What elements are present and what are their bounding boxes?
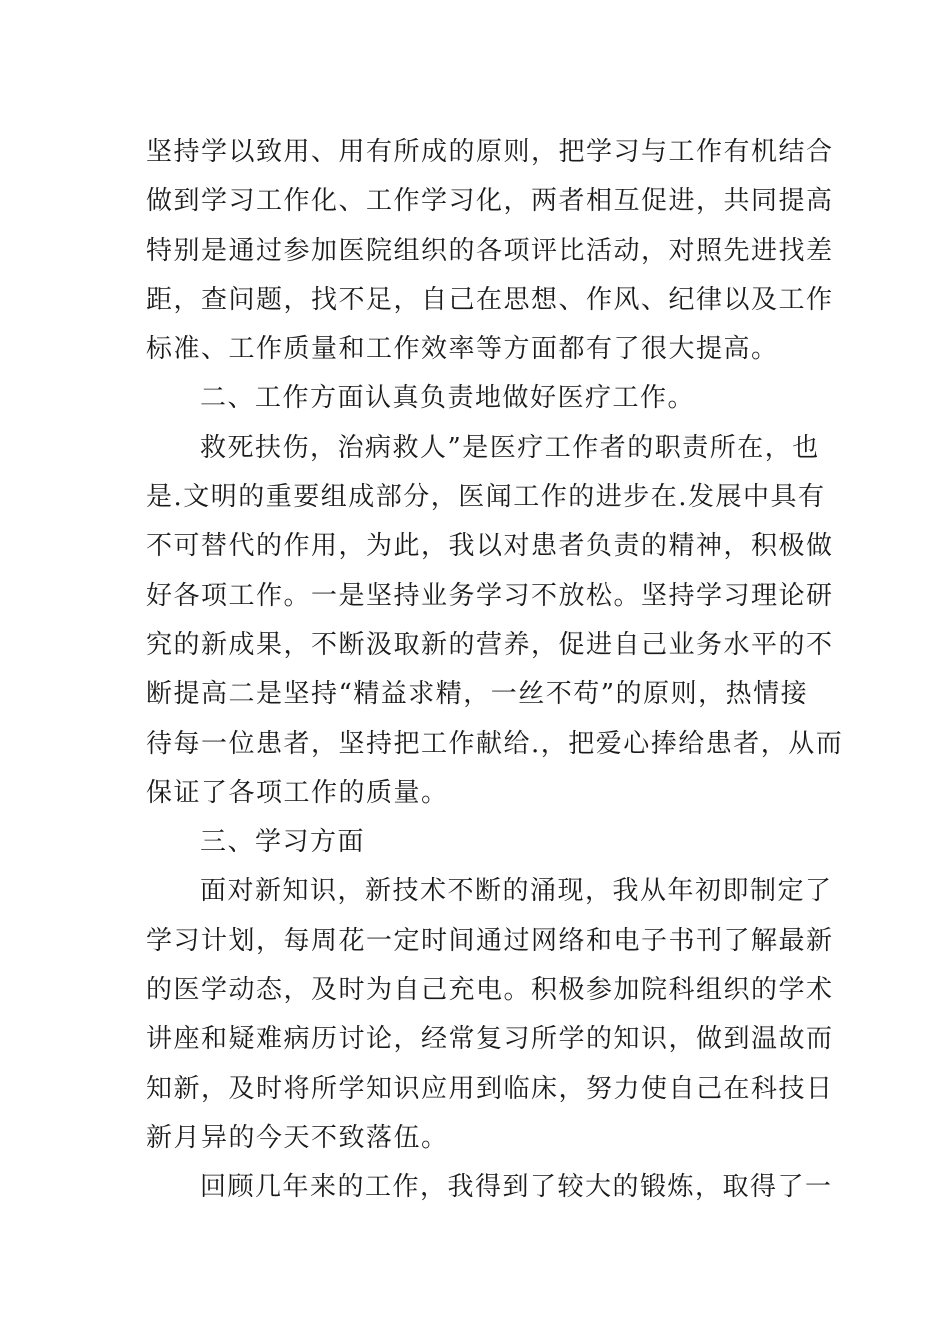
paragraph-line: 距，查问题，找不足，自己在思想、作风、纪律以及工作	[146, 284, 834, 315]
paragraph-line: 保证了各项工作的质量。	[146, 777, 449, 808]
paragraph-first-line: 三、学习方面	[200, 827, 366, 858]
paragraph-line: 做到学习工作化、工作学习化，两者相互促进，共同提高	[146, 186, 834, 217]
paragraph-line: 学习计划，每周花一定时间通过网络和电子书刊了解最新	[146, 925, 834, 956]
paragraph-line: 新月异的今天不致落伍。	[146, 1122, 449, 1153]
paragraph-line: 好各项工作。一是坚持业务学习不放松。坚持学习理论研	[146, 580, 834, 611]
paragraph-line: 究的新成果，不断汲取新的营养，促进自己业务水平的不	[146, 629, 834, 660]
paragraph-line: 坚持学以致用、用有所成的原则，把学习与工作有机结合	[146, 137, 834, 167]
paragraph-line: 标准、工作质量和工作效率等方面都有了很大提高。	[146, 334, 779, 365]
document-body	[146, 128, 844, 1213]
paragraph-first-line: 回顾几年来的工作，我得到了较大的锻炼，取得了一	[200, 1172, 833, 1203]
paragraph-line: 待每一位患者，坚持把工作献给.，把爱心捧给患者，从而	[146, 728, 844, 759]
paragraph-first-line: 救死扶伤，治病救人”是医疗工作者的职责所在，也	[200, 432, 820, 463]
paragraph-line: 是.文明的重要组成部分，医闻工作的进步在.发展中具有	[146, 482, 826, 513]
paragraph-line: 的医学动态，及时为自己充电。积极参加院科组织的学术	[146, 975, 834, 1006]
paragraph-first-line: 二、工作方面认真负责地做好医疗工作。	[200, 383, 696, 414]
paragraph-line: 特别是通过参加医院组织的各项评比活动，对照先进找差	[146, 235, 834, 266]
paragraph-line: 知新，及时将所学知识应用到临床，努力使自己在科技日	[146, 1073, 834, 1104]
paragraph-line: 断提高二是坚持“精益求精，一丝不苟”的原则，热情接	[146, 679, 809, 710]
paragraph-first-line: 面对新知识，新技术不断的涌现，我从年初即制定了	[200, 876, 833, 907]
paragraph-line: 讲座和疑难病历讨论，经常复习所学的知识，做到温故而	[146, 1024, 834, 1055]
paragraph-line: 不可替代的作用，为此，我以对患者负责的精神，积极做	[146, 531, 834, 562]
